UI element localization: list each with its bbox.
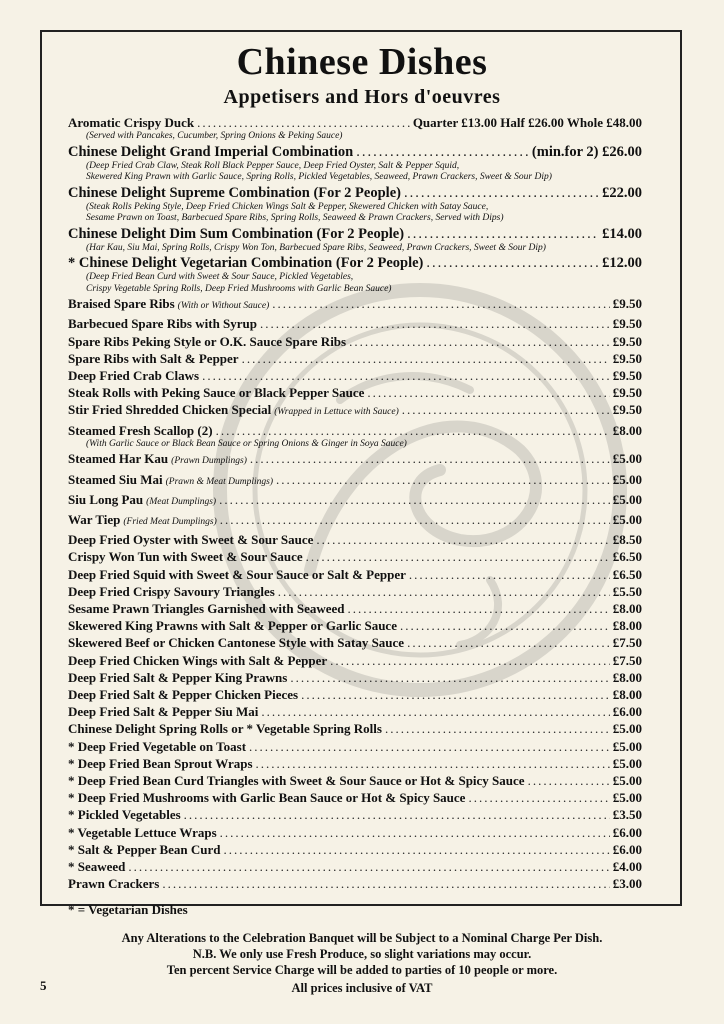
menu-item-price: £5.00 [612, 451, 642, 467]
dot-leader [184, 806, 610, 823]
menu-item-description: (Served with Pancakes, Cucumber, Spring Onions & Peking Sauce) [86, 131, 343, 142]
menu-item-name: * Chinese Delight Vegetarian Combination (For 2 People) [68, 255, 424, 272]
dot-leader [162, 875, 609, 892]
dot-leader [220, 511, 610, 528]
menu-item [68, 295, 642, 315]
dot-leader [249, 738, 610, 755]
menu-item-note: (With or Without Sauce) [177, 301, 270, 312]
dot-leader [261, 703, 609, 720]
menu-item-price: £6.00 [612, 841, 642, 857]
menu-item-description: (Har Kau, Siu Mai, Spring Rolls, Crispy Won Ton, Barbecued Spare Ribs, Seaweed, Prawn Crackers, Sweet & Sour Dip) [86, 242, 546, 253]
dot-leader [301, 686, 610, 703]
menu-item [68, 669, 642, 686]
menu-item-note: (Wrapped in Lettuce with Sauce) [274, 407, 399, 418]
menu-item-price: £7.50 [612, 635, 642, 651]
menu-item-price: £8.00 [612, 618, 642, 634]
menu-item [68, 720, 642, 737]
dot-leader [306, 548, 610, 565]
menu-item-price: £12.00 [602, 255, 642, 272]
menu-item [68, 738, 642, 755]
dot-leader [385, 720, 610, 737]
menu-item-price: £9.50 [612, 385, 642, 401]
dot-leader [426, 254, 599, 272]
menu-item [68, 225, 642, 243]
menu-item-note: (Prawn & Meat Dumplings) [165, 476, 274, 487]
menu-item-name: * Deep Fried Vegetable on Toast [68, 738, 247, 754]
menu-item [68, 858, 642, 875]
menu-item-name: Siu Long Pau [68, 491, 144, 507]
menu-item-description: Crispy Vegetable Spring Rolls, Deep Fried Mushrooms with Garlic Bean Sauce) [86, 283, 392, 294]
menu-item [68, 772, 642, 789]
menu-item-price: £3.50 [612, 807, 642, 823]
vegetarian-legend: * = Vegetarian Dishes [68, 902, 188, 918]
menu-item [68, 875, 642, 892]
menu-item-name: Stir Fried Shredded Chicken Special [68, 402, 272, 418]
dot-leader [404, 184, 599, 202]
menu-item-description: Sesame Prawn on Toast, Barbecued Spare Ribs, Spring Rolls, Seaweed & Prawn Crackers, Served with Dips) [86, 213, 504, 224]
menu-item-description: (Steak Rolls Peking Style, Deep Fried Chicken Wings Salt & Pepper, Skewered Chicken with Satay Sauce, [86, 201, 489, 212]
menu-item-name: * Deep Fried Mushrooms with Garlic Bean Sauce or Hot & Spicy Sauce [68, 790, 466, 806]
dot-leader [367, 384, 609, 401]
dot-leader [330, 652, 610, 669]
menu-item [68, 450, 642, 470]
dot-leader [220, 824, 610, 841]
page-title: Chinese Dishes [236, 41, 488, 83]
menu-item-note: (Meat Dumplings) [146, 496, 217, 507]
menu-item-name: Braised Spare Ribs [68, 296, 175, 312]
footer-notes [0, 930, 724, 996]
menu-item-price: £3.00 [612, 876, 642, 892]
menu-item-price: £8.00 [612, 686, 642, 702]
footer-line: Ten percent Service Charge will be added to parties of 10 people or more. [166, 963, 558, 977]
menu-item-description: Skewered King Prawn with Garlic Sauce, Spring Rolls, Pickled Vegetables, Seaweed, Prawn Crackers, Sweet & Sour Dip) [86, 172, 552, 183]
menu-item-description: (Deep Fried Crab Claw, Steak Roll Black Pepper Sauce, Deep Fried Oyster, Salt & Pepper Squid, [86, 160, 460, 171]
menu-item-note: (Prawn Dumplings) [171, 456, 247, 467]
menu-item-name: * Deep Fried Bean Sprout Wraps [68, 755, 253, 771]
menu-item-price: £22.00 [602, 184, 642, 201]
menu-item-name: Steamed Siu Mai [68, 471, 163, 487]
menu-item [68, 333, 642, 350]
menu-item-price: Quarter £13.00 Half £26.00 Whole £48.00 [412, 115, 642, 130]
dot-leader [197, 114, 410, 131]
dot-leader [528, 772, 610, 789]
menu-item-name: Crispy Won Tun with Sweet & Sour Sauce [68, 549, 303, 565]
menu-item-name: * Deep Fried Bean Curd Triangles with Sweet & Sour Sauce or Hot & Spicy Sauce [68, 772, 525, 788]
menu-item-price: £8.00 [612, 600, 642, 616]
menu-item-name: Chinese Delight Supreme Combination (For 2 People) [68, 184, 401, 201]
menu-item [68, 367, 642, 384]
menu-item-price: £7.50 [612, 652, 642, 668]
menu-item-price: £8.00 [612, 422, 642, 438]
footer-line: Any Alterations to the Celebration Banquet will be Subject to a Nominal Charge Per Dish. [121, 931, 603, 945]
menu-item [68, 184, 642, 202]
menu-item [68, 511, 642, 531]
dot-leader [349, 333, 610, 350]
dot-leader [290, 669, 609, 686]
menu-item-name: War Tiep [68, 511, 121, 527]
menu-item-name: Barbecued Spare Ribs with Syrup [68, 316, 258, 332]
menu-item-price: £5.00 [612, 738, 642, 754]
dot-leader [242, 350, 610, 367]
dot-leader [219, 491, 610, 508]
menu-item [68, 841, 642, 858]
menu-item-name: Chinese Delight Spring Rolls or * Vegetable Spring Rolls [68, 721, 382, 737]
menu-item-name: Prawn Crackers [68, 876, 160, 892]
menu-item [68, 703, 642, 720]
menu-item-name: * Salt & Pepper Bean Curd [68, 841, 221, 857]
menu-item [68, 806, 642, 823]
menu-item-name: Spare Ribs with Salt & Pepper [68, 350, 239, 366]
dot-leader [250, 450, 610, 467]
menu-item [68, 566, 642, 583]
dot-leader [276, 471, 610, 488]
menu-item-price: £5.00 [612, 721, 642, 737]
menu-item-description: (With Garlic Sauce or Black Bean Sauce or Spring Onions & Ginger in Soya Sauce) [86, 438, 407, 449]
menu-item-price: £14.00 [602, 225, 642, 242]
menu-item-name: Steamed Har Kau [68, 451, 169, 467]
menu-item-name: Sesame Prawn Triangles Garnished with Seaweed [68, 600, 345, 616]
menu-item [68, 634, 642, 651]
menu-item [68, 114, 642, 131]
menu-item-price: £5.00 [612, 491, 642, 507]
menu-item-name: Deep Fried Chicken Wings with Salt & Pepper [68, 652, 328, 668]
menu-item-price: £9.50 [612, 333, 642, 349]
menu-item-price: £6.00 [612, 824, 642, 840]
menu-item-price: £5.50 [612, 583, 642, 599]
menu-item-name: Aromatic Crispy Duck [68, 115, 195, 130]
menu-item-price: £6.00 [612, 704, 642, 720]
menu-item [68, 824, 642, 841]
menu-item [68, 531, 642, 548]
menu-item-price: £9.50 [612, 350, 642, 366]
menu-item-price: (min.for 2) £26.00 [531, 143, 642, 160]
dot-leader [128, 858, 609, 875]
menu-item-price: £8.50 [612, 532, 642, 548]
menu-item [68, 491, 642, 511]
menu-item-price: £5.00 [612, 755, 642, 771]
menu-item-name: * Vegetable Lettuce Wraps [68, 824, 217, 840]
menu-item-price: £9.50 [612, 316, 642, 332]
dot-leader [316, 531, 609, 548]
menu-item-name: Chinese Delight Grand Imperial Combination [68, 143, 354, 160]
menu-item-price: £5.00 [612, 511, 642, 527]
menu-item [68, 548, 642, 565]
menu-list [68, 114, 642, 918]
dot-leader [216, 422, 610, 439]
dot-leader [260, 315, 610, 332]
menu-item-name: Steamed Fresh Scallop (2) [68, 422, 213, 438]
menu-item-name: Deep Fried Crispy Savoury Triangles [68, 583, 275, 599]
menu-item [68, 401, 642, 421]
dot-leader [400, 617, 610, 634]
dot-leader [407, 634, 610, 651]
section-subtitle: Appetisers and Hors d'oeuvres [223, 86, 501, 108]
dot-leader [278, 583, 610, 600]
menu-item [68, 600, 642, 617]
menu-item [68, 686, 642, 703]
menu-item-price: £8.00 [612, 669, 642, 685]
menu-item-price: £5.00 [612, 772, 642, 788]
dot-leader [409, 566, 610, 583]
menu-item-description: (Deep Fried Bean Curd with Sweet & Sour Sauce, Pickled Vegetables, [86, 272, 354, 283]
dot-leader [468, 789, 609, 806]
footer-line: N.B. We only use Fresh Produce, so slight variations may occur. [192, 947, 532, 961]
menu-item [68, 254, 642, 272]
menu-item-note: (Fried Meat Dumplings) [123, 516, 217, 527]
menu-item-name: * Seaweed [68, 859, 126, 874]
menu-item-name: Deep Fried Salt & Pepper King Prawns [68, 669, 288, 685]
dot-leader [407, 225, 599, 243]
menu-item [68, 583, 642, 600]
menu-item-name: Deep Fried Crab Claws [68, 368, 200, 384]
menu-item [68, 143, 642, 161]
dot-leader [272, 295, 610, 312]
menu-item [68, 617, 642, 634]
menu-item-name: Skewered King Prawns with Salt & Pepper or Garlic Sauce [68, 618, 397, 634]
menu-item-name: Deep Fried Salt & Pepper Chicken Pieces [68, 686, 299, 702]
page-number: 5 [40, 978, 47, 993]
menu-item-price: £5.00 [612, 471, 642, 487]
menu-item [68, 652, 642, 669]
menu-item [68, 384, 642, 401]
menu-item-name: Steak Rolls with Peking Sauce or Black Pepper Sauce [68, 385, 365, 401]
dot-leader [202, 367, 610, 384]
menu-item-price: £9.50 [612, 402, 642, 418]
dot-leader [224, 841, 610, 858]
menu-item [68, 315, 642, 332]
menu-item-price: £9.50 [612, 296, 642, 312]
menu-item-price: £5.00 [612, 790, 642, 806]
menu-item [68, 422, 642, 439]
dot-leader [356, 143, 529, 161]
menu-item-name: Skewered Beef or Chicken Cantonese Style with Satay Sauce [68, 635, 405, 651]
menu-item-name: * Pickled Vegetables [68, 807, 181, 823]
menu-item-price: £6.50 [612, 549, 642, 565]
menu-item-name: Spare Ribs Peking Style or O.K. Sauce Spare Ribs [68, 333, 347, 349]
dot-leader [402, 401, 610, 418]
menu-item-name: Deep Fried Salt & Pepper Siu Mai [68, 704, 259, 720]
menu-item-name: Deep Fried Oyster with Sweet & Sour Sauce [68, 532, 314, 548]
menu-item [68, 350, 642, 367]
dot-leader [348, 600, 610, 617]
menu-item [68, 471, 642, 491]
menu-item-price: £6.50 [612, 566, 642, 582]
menu-item-name: Deep Fried Squid with Sweet & Sour Sauce or Salt & Pepper [68, 566, 406, 582]
menu-item-price: £9.50 [612, 368, 642, 384]
menu-item [68, 789, 642, 806]
footer-line: All prices inclusive of VAT [291, 981, 433, 995]
menu-item-price: £4.00 [612, 859, 642, 874]
menu-item-name: Chinese Delight Dim Sum Combination (For 2 People) [68, 225, 405, 242]
dot-leader [256, 755, 610, 772]
menu-item [68, 755, 642, 772]
